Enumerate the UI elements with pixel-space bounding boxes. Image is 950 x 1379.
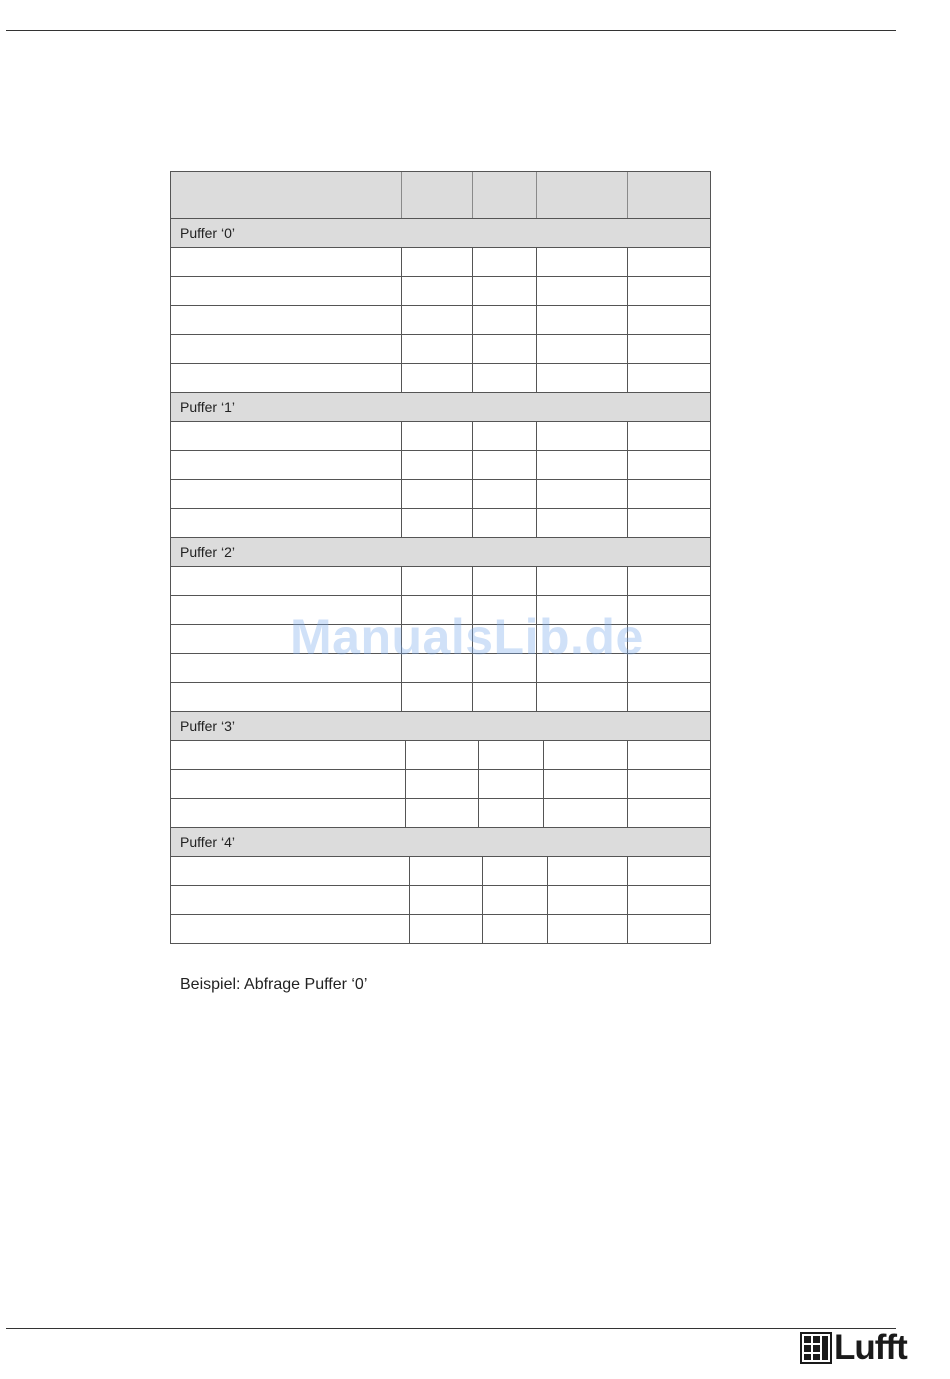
group-header-row — [170, 828, 711, 857]
column-divider — [536, 306, 537, 334]
column-divider — [627, 422, 628, 450]
column-divider — [472, 248, 473, 276]
logo-text: Lufft — [834, 1328, 907, 1367]
column-divider — [409, 886, 410, 914]
table-row — [170, 799, 711, 828]
table-header-row — [170, 171, 711, 219]
column-divider — [627, 306, 628, 334]
table-row — [170, 335, 711, 364]
column-divider — [627, 451, 628, 479]
column-divider — [627, 567, 628, 595]
column-divider — [627, 683, 628, 711]
column-divider — [405, 741, 406, 769]
column-divider — [401, 480, 402, 508]
column-divider — [627, 799, 628, 827]
column-divider — [478, 770, 479, 798]
caption: Beispiel: Abfrage Puffer ‘0’ — [180, 976, 368, 993]
column-divider — [536, 451, 537, 479]
column-divider — [543, 741, 544, 769]
column-divider — [547, 915, 548, 943]
column-divider — [409, 915, 410, 943]
column-divider — [627, 915, 628, 943]
column-divider — [472, 451, 473, 479]
column-divider — [536, 335, 537, 363]
column-divider — [472, 364, 473, 392]
column-divider — [627, 172, 628, 218]
group-label: Puffer ‘4’ — [180, 834, 235, 850]
column-divider — [536, 567, 537, 595]
column-divider — [401, 335, 402, 363]
column-divider — [401, 451, 402, 479]
column-divider — [536, 683, 537, 711]
column-divider — [536, 248, 537, 276]
table-row — [170, 857, 711, 886]
column-divider — [482, 886, 483, 914]
column-divider — [472, 277, 473, 305]
group-header-row — [170, 393, 711, 422]
column-divider — [536, 509, 537, 537]
table-row — [170, 480, 711, 509]
data-table — [170, 171, 711, 944]
column-divider — [401, 683, 402, 711]
column-divider — [401, 364, 402, 392]
column-divider — [409, 857, 410, 885]
footer-logo — [800, 1330, 907, 1366]
column-divider — [472, 172, 473, 218]
column-divider — [547, 857, 548, 885]
column-divider — [627, 741, 628, 769]
column-divider — [472, 567, 473, 595]
column-divider — [543, 799, 544, 827]
column-divider — [472, 509, 473, 537]
group-header-row — [170, 712, 711, 741]
column-divider — [401, 306, 402, 334]
column-divider — [478, 799, 479, 827]
group-label: Puffer ‘0’ — [180, 225, 235, 241]
column-divider — [401, 277, 402, 305]
column-divider — [627, 364, 628, 392]
table-row — [170, 567, 711, 596]
table-row — [170, 364, 711, 393]
group-label: Puffer ‘1’ — [180, 399, 235, 415]
column-divider — [472, 335, 473, 363]
column-divider — [536, 480, 537, 508]
table-row — [170, 886, 711, 915]
group-label: Puffer ‘2’ — [180, 544, 235, 560]
column-divider — [401, 567, 402, 595]
column-divider — [472, 306, 473, 334]
table-row — [170, 509, 711, 538]
table-row — [170, 770, 711, 799]
column-divider — [472, 422, 473, 450]
bottom-rule — [6, 1328, 896, 1329]
column-divider — [536, 364, 537, 392]
column-divider — [627, 277, 628, 305]
column-divider — [405, 799, 406, 827]
table-row — [170, 306, 711, 335]
column-divider — [547, 886, 548, 914]
table-row — [170, 915, 711, 944]
group-label: Puffer ‘3’ — [180, 718, 235, 734]
top-rule — [6, 30, 896, 31]
watermark: ManualsLib.de — [290, 609, 644, 665]
table-row — [170, 741, 711, 770]
column-divider — [627, 335, 628, 363]
column-divider — [472, 683, 473, 711]
group-header-row — [170, 538, 711, 567]
column-divider — [472, 480, 473, 508]
column-divider — [401, 422, 402, 450]
table-row — [170, 683, 711, 712]
column-divider — [482, 857, 483, 885]
column-divider — [401, 172, 402, 218]
lufft-logo-icon — [800, 1332, 832, 1364]
column-divider — [627, 857, 628, 885]
column-divider — [543, 770, 544, 798]
group-header-row — [170, 219, 711, 248]
column-divider — [627, 770, 628, 798]
column-divider — [627, 480, 628, 508]
column-divider — [627, 886, 628, 914]
column-divider — [401, 248, 402, 276]
column-divider — [627, 509, 628, 537]
column-divider — [401, 509, 402, 537]
column-divider — [405, 770, 406, 798]
column-divider — [536, 277, 537, 305]
table-row — [170, 248, 711, 277]
table-row — [170, 277, 711, 306]
table-row — [170, 422, 711, 451]
column-divider — [536, 422, 537, 450]
column-divider — [478, 741, 479, 769]
column-divider — [536, 172, 537, 218]
column-divider — [482, 915, 483, 943]
table-row — [170, 451, 711, 480]
column-divider — [627, 248, 628, 276]
